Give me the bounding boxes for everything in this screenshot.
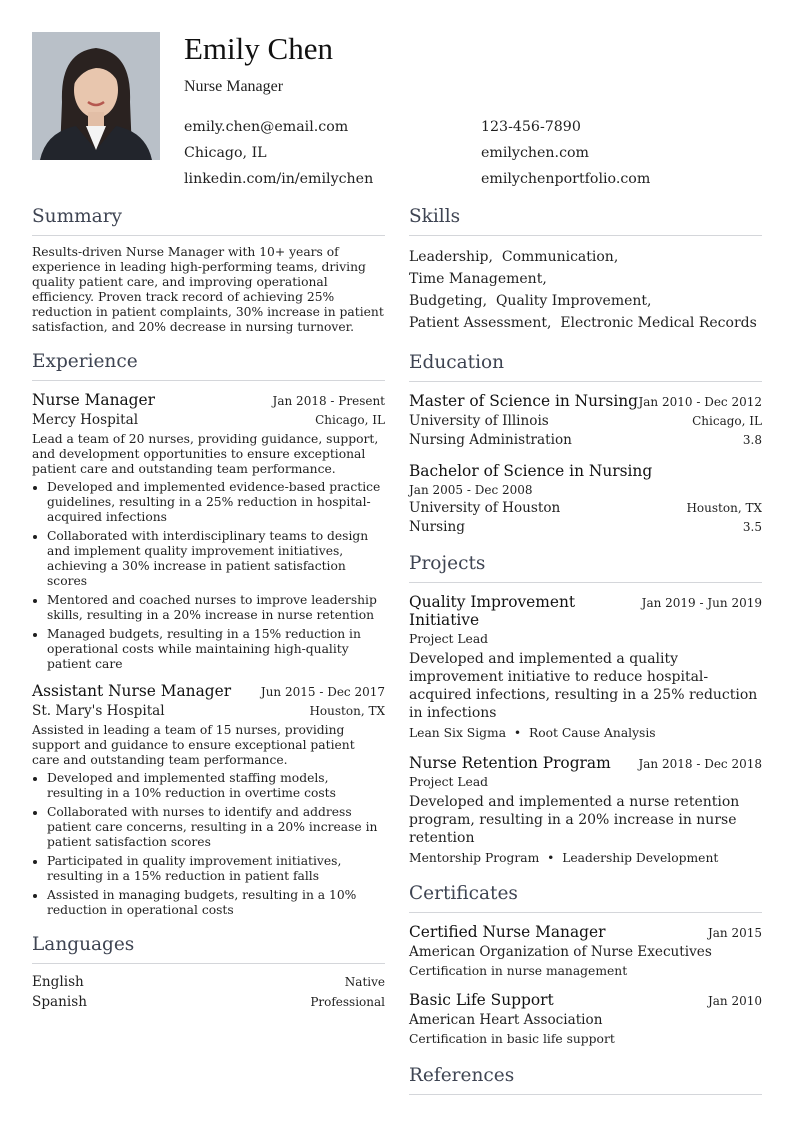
summary-heading: Summary: [32, 206, 385, 236]
job-role: Nurse Manager: [32, 391, 155, 409]
candidate-title: Nurse Manager: [184, 78, 284, 95]
language-level: Professional: [310, 995, 385, 1009]
certificate-entry: [409, 923, 762, 979]
field-of-study: Nursing Administration: [409, 432, 572, 448]
certificate-entry: [409, 991, 762, 1047]
candidate-name: Emily Chen: [184, 31, 333, 66]
job-org: Mercy Hospital: [32, 412, 139, 428]
job-dates: Jun 2015 - Dec 2017: [260, 685, 385, 699]
skill-item: Quality Improvement,: [495, 293, 652, 309]
job-bullet: • Developed and implemented evidence-based practice guidelines, resulting in a 25% reduction in hospital-acquired infections: [47, 480, 385, 525]
job-bullets: [32, 771, 385, 918]
phone[interactable]: 123-456-7890: [481, 119, 581, 135]
project-description: Developed and implemented a quality improvement initiative to reduce hospital-acquired infections, resulting in a 25% reduction in infections: [409, 651, 758, 721]
field-of-study: Nursing: [409, 519, 465, 535]
project-tag: Lean Six Sigma: [409, 726, 507, 740]
job-bullet: • Collaborated with nurses to identify and address patient care concerns, resulting in a 20% increase in patient satisfaction scores: [47, 805, 385, 850]
job-entry: [32, 391, 385, 672]
job-intro: Lead a team of 20 nurses, providing guidance, support, and development opportunities to ensure exceptional patient care and outstanding team performance.: [32, 432, 379, 476]
projects-heading: Projects: [409, 553, 762, 583]
school: University of Houston: [409, 500, 561, 516]
project-tags: [409, 726, 762, 740]
gpa: 3.5: [742, 520, 762, 534]
experience-heading: Experience: [32, 351, 385, 381]
job-bullet: • Collaborated with interdisciplinary teams to design and implement quality improvement initiatives, achieving a 30% increase in patient satisfaction scores: [47, 529, 385, 589]
project-name: Quality Improvement Initiative: [409, 593, 576, 629]
school-location: Houston, TX: [686, 501, 762, 515]
job-bullet: • Developed and implemented staffing models, resulting in a 10% reduction in overtime costs: [47, 771, 385, 801]
job-bullet: • Participated in quality improvement initiatives, resulting in a 15% reduction in patient falls: [47, 854, 385, 884]
job-bullet: • Mentored and coached nurses to improve leadership skills, resulting in a 20% increase in nurse retention: [47, 593, 385, 623]
languages-heading: Languages: [32, 934, 385, 964]
certificate-issuer: American Organization of Nurse Executives: [409, 944, 712, 960]
job-bullet: • Assisted in managing budgets, resulting in a 10% reduction in operational costs: [47, 888, 385, 918]
education-entry: [409, 462, 762, 535]
certificate-issuer: American Heart Association: [409, 1012, 603, 1028]
project-tag: Leadership Development: [562, 851, 719, 865]
project-role: Project Lead: [409, 632, 489, 646]
school: University of Illinois: [409, 413, 549, 429]
project-name: Nurse Retention Program: [409, 754, 611, 772]
project-entry: [409, 593, 762, 740]
website-link[interactable]: emilychen.com: [481, 145, 590, 161]
education-dates: Jan 2005 - Dec 2008: [409, 483, 533, 497]
certificate-description: Certification in nurse management: [409, 964, 628, 978]
skill-item: Leadership,: [409, 249, 493, 265]
project-entry: [409, 754, 762, 865]
skills-list: [409, 246, 762, 334]
language-row: [32, 994, 385, 1010]
education-heading: Education: [409, 352, 762, 382]
job-dates: Jan 2018 - Present: [272, 394, 385, 408]
certificate-date: Jan 2010: [707, 994, 762, 1008]
gpa: 3.8: [742, 433, 762, 447]
certificate-description: Certification in basic life support: [409, 1032, 615, 1046]
certificate-name: Basic Life Support: [409, 991, 554, 1009]
job-org: St. Mary's Hospital: [32, 703, 165, 719]
project-dates: Jan 2018 - Dec 2018: [638, 757, 762, 771]
education-dates: Jan 2010 - Dec 2012: [638, 395, 762, 409]
email[interactable]: emily.chen@email.com: [184, 119, 349, 135]
project-role: Project Lead: [409, 775, 489, 789]
skill-item: Budgeting,: [409, 293, 488, 309]
references-heading: References: [409, 1065, 762, 1095]
contact-left: [184, 114, 373, 192]
left-column: [32, 206, 385, 1010]
job-intro: Assisted in leading a team of 15 nurses, providing support and guidance to ensure exceptional patient care and outstanding team performance.: [32, 723, 355, 767]
skill-item: Time Management,: [409, 271, 547, 287]
job-bullet: • Managed budgets, resulting in a 15% reduction in operational costs while maintaining high-quality patient care: [47, 627, 385, 672]
project-description: Developed and implemented a nurse retention program, resulting in a 20% increase in nurse retention: [409, 794, 740, 846]
language-name: Spanish: [32, 994, 87, 1010]
education-entry: [409, 392, 762, 448]
linkedin-link[interactable]: linkedin.com/in/emilychen: [184, 171, 374, 187]
job-bullets: [32, 480, 385, 672]
degree: Bachelor of Science in Nursing: [409, 462, 653, 480]
project-dates: Jan 2019 - Jun 2019: [641, 596, 762, 610]
job-role: Assistant Nurse Manager: [32, 682, 232, 700]
location: Chicago, IL: [184, 145, 267, 161]
certificate-date: Jan 2015: [707, 926, 762, 940]
project-tag: Mentorship Program: [409, 851, 540, 865]
job-location: Chicago, IL: [315, 413, 385, 427]
project-tags: [409, 851, 762, 865]
job-entry: [32, 682, 385, 918]
certificate-name: Certified Nurse Manager: [409, 923, 606, 941]
skill-item: Communication,: [501, 249, 619, 265]
right-column: [409, 206, 762, 1105]
contact-right: [481, 114, 650, 192]
tag-separator: •: [547, 851, 555, 865]
school-location: Chicago, IL: [692, 414, 762, 428]
portfolio-link[interactable]: emilychenportfolio.com: [481, 171, 651, 187]
profile-photo: [32, 32, 160, 160]
certificates-heading: Certificates: [409, 883, 762, 913]
language-row: [32, 974, 385, 990]
summary-text: Results-driven Nurse Manager with 10+ years of experience in leading high-performing teams, driving quality patient care, and improving operational efficiency. Proven track record of achieving 25% reduction in patient complaints, 30% increase in patient satisfaction, and 20% decrease in nursing turnover.: [32, 245, 384, 334]
job-location: Houston, TX: [309, 704, 385, 718]
language-level: Native: [344, 975, 385, 989]
tag-separator: •: [513, 726, 522, 740]
skills-heading: Skills: [409, 206, 762, 236]
degree: Master of Science in Nursing: [409, 392, 639, 410]
language-name: English: [32, 974, 84, 990]
skill-item: Patient Assessment,: [409, 315, 552, 331]
project-tag: Root Cause Analysis: [528, 726, 656, 740]
skill-item: Electronic Medical Records: [560, 315, 757, 331]
